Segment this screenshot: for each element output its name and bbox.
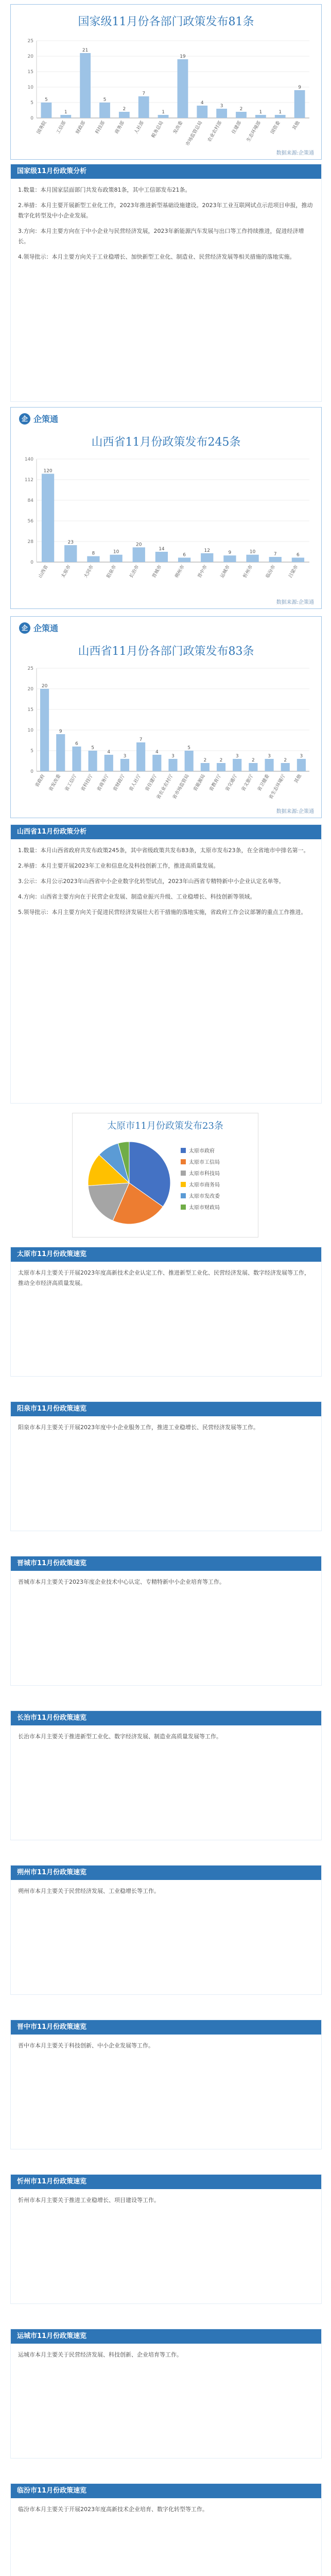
section-city <box>10 1865 322 1995</box>
data-label: 5 <box>187 745 191 751</box>
section-header: 国家级11月份政策分析 <box>11 164 321 179</box>
legend-swatch <box>181 1148 186 1153</box>
data-label: 3 <box>123 754 127 759</box>
y-tick-label: 20 <box>27 687 33 692</box>
y-tick-label: 20 <box>27 54 33 59</box>
bar <box>178 59 188 118</box>
section-header: 临汾市11月份政策速览 <box>11 2484 321 2498</box>
legend-label: 太原市政府 <box>189 1148 215 1154</box>
data-label: 10 <box>113 549 119 555</box>
chart-source: 数据来源:企策通 <box>276 600 314 605</box>
x-tick-label: 工信部 <box>56 120 67 135</box>
y-tick-label: 0 <box>30 116 33 121</box>
x-tick-label: 省市场监管局 <box>172 773 190 801</box>
x-tick-label: 晋中市 <box>197 564 208 579</box>
x-tick-label: 发改委 <box>172 120 184 135</box>
chart-card-national <box>10 4 322 160</box>
bar <box>269 557 282 562</box>
bar <box>233 759 241 771</box>
x-tick-label: 阳泉市 <box>106 564 118 579</box>
x-tick-label: 其他 <box>292 120 301 131</box>
bar <box>297 759 306 771</box>
y-tick-label: 140 <box>24 457 33 462</box>
section-city <box>10 1556 322 1686</box>
data-label: 4 <box>107 750 111 755</box>
legend-swatch <box>181 1171 186 1176</box>
bar <box>110 555 122 562</box>
data-label: 12 <box>204 548 210 553</box>
section-body <box>11 1262 321 1300</box>
paragraph: 朔州市本月主要关于民营经济发展、工业稳增长等工作。 <box>18 1888 160 1894</box>
x-tick-label: 省工信厅 <box>64 773 78 792</box>
y-tick-label: 25 <box>27 666 33 671</box>
section-body <box>11 2498 321 2526</box>
x-tick-label: 省政府 <box>34 773 46 788</box>
data-label: 14 <box>159 547 165 552</box>
legend-swatch <box>181 1182 186 1187</box>
brand-logo-icon: 企 <box>19 413 30 425</box>
x-tick-label: 国务院 <box>36 120 48 135</box>
y-tick-label: 5 <box>30 100 33 106</box>
bar <box>281 763 290 771</box>
paragraph: 晋城市本月主要关于2023年度企业技术中心认定、专精特新中小企业培育等工作。 <box>18 1579 225 1585</box>
bar <box>99 103 110 118</box>
data-label: 1 <box>64 110 67 115</box>
data-label: 20 <box>41 684 48 689</box>
data-label: 7 <box>142 91 146 96</box>
x-tick-label: 生态环境部 <box>246 120 262 143</box>
x-tick-label: 省商务厅 <box>96 773 110 792</box>
section-national-analysis <box>10 164 322 402</box>
data-label: 8 <box>92 551 95 556</box>
section-body <box>11 2035 321 2062</box>
bar <box>197 106 207 118</box>
x-tick-label: 市场监管总局 <box>185 120 204 147</box>
bar <box>42 474 54 562</box>
x-tick-label: 科技部 <box>94 120 107 135</box>
bar <box>217 763 225 771</box>
data-label: 3 <box>268 754 271 759</box>
data-label: 3 <box>300 754 303 759</box>
section-city <box>10 2329 322 2459</box>
legend-swatch <box>181 1205 186 1210</box>
bar <box>292 557 304 562</box>
bar-chart-shanxi <box>11 408 321 608</box>
section-city <box>10 2483 322 2576</box>
section-body <box>11 2344 321 2371</box>
x-tick-label: 省文旅厅 <box>240 773 255 792</box>
chart-title: 国家级11月份各部门政策发布81条 <box>78 15 254 28</box>
bar <box>201 763 210 771</box>
bar <box>185 751 194 771</box>
section-city <box>10 2020 322 2149</box>
x-tick-label: 运城市 <box>219 564 232 579</box>
paragraph: 忻州市本月主要关于推进工业稳增长、项目建设等工作。 <box>18 2197 160 2204</box>
x-tick-label: 省财政厅 <box>112 773 127 792</box>
data-label: 9 <box>59 729 62 734</box>
x-tick-label: 忻州市 <box>242 564 254 579</box>
data-label: 5 <box>91 745 94 751</box>
legend-label: 太原市财政局 <box>189 1205 220 1211</box>
brand-logo-icon: 企 <box>19 622 30 634</box>
bar <box>246 555 258 562</box>
bar <box>64 545 77 562</box>
data-label: 10 <box>249 549 256 555</box>
x-tick-label: 省生态环境厅 <box>268 773 287 801</box>
section-body <box>11 1880 321 1908</box>
y-tick-label: 28 <box>27 539 33 545</box>
paragraph: 2.举措：本月主要开展新型工业化工作，2023年推进新型基础设施建设。2023年工业互联网试点示范项目申报，推动数字化转型及中小企业发展。 <box>18 202 313 219</box>
x-tick-label: 太原市 <box>60 564 72 579</box>
data-label: 19 <box>180 54 186 59</box>
x-tick-label: 人社部 <box>133 120 145 135</box>
section-header: 晋中市11月份政策速览 <box>11 2020 321 2035</box>
bar <box>178 557 190 562</box>
data-label: 5 <box>103 97 107 103</box>
chart-card-shanxi-province <box>10 407 322 609</box>
paragraph: 2.举措：本月主要开展2023年工业和信息化及科技创新工作，推进高质量发展。 <box>18 862 219 869</box>
data-label: 4 <box>155 750 159 755</box>
data-label: 2 <box>239 107 243 112</box>
chart-title: 太原市11月份政策发布23条 <box>107 1121 223 1131</box>
data-label: 3 <box>220 104 223 109</box>
section-city <box>10 1710 322 1840</box>
bar <box>56 734 65 771</box>
section-header: 太原市11月份政策速览 <box>11 1247 321 1262</box>
legend-label: 太原市发改委 <box>189 1194 220 1199</box>
x-tick-label: 省农业农村厅 <box>155 773 175 801</box>
bar <box>275 115 286 118</box>
paragraph: 3.公示：本月公示2023年山西省中小企业数字化转型试点，2023年山西省专精特新中小企业认定名单等。 <box>18 878 285 885</box>
section-body <box>11 179 321 274</box>
paragraph: 1.数量：本月国家层面部门共发布政策81条，其中工信部发布21条。 <box>18 187 191 193</box>
section-city <box>10 1247 322 1377</box>
x-tick-label: 省发改委 <box>48 773 62 792</box>
x-tick-label: 住建部 <box>231 120 243 135</box>
data-label: 23 <box>67 540 74 546</box>
chart-card-shanxi-departments <box>10 616 322 818</box>
y-tick-label: 10 <box>27 728 33 733</box>
section-city <box>10 2174 322 2304</box>
x-tick-label: 长治市 <box>129 564 141 579</box>
chart-title: 山西省11月份各部门政策发布83条 <box>78 645 254 658</box>
section-body <box>11 839 321 929</box>
brand-name: 企策通 <box>33 414 59 424</box>
paragraph: 运城市本月主要关于民营经济发展、科技创新、企业培育等工作。 <box>18 2351 182 2358</box>
x-tick-label: 省能源局 <box>193 773 206 792</box>
bar <box>133 547 145 562</box>
x-tick-label: 晋城市 <box>151 564 163 579</box>
data-label: 3 <box>171 754 175 759</box>
section-header: 长治市11月份政策速览 <box>11 1711 321 1725</box>
bar-chart-national <box>11 5 321 159</box>
bar <box>152 755 161 771</box>
data-label: 1 <box>162 110 165 115</box>
y-tick-label: 112 <box>24 478 33 483</box>
data-label: 5 <box>45 97 48 103</box>
section-body <box>11 1416 321 1444</box>
x-tick-label: 税务总局 <box>151 120 165 139</box>
section-header: 山西省11月份政策分析 <box>11 825 321 839</box>
section-body <box>11 2189 321 2217</box>
data-label: 2 <box>252 758 255 763</box>
x-tick-label: 其他 <box>293 773 303 785</box>
x-tick-label: 临汾市 <box>265 564 277 579</box>
data-label: 7 <box>139 737 143 742</box>
bar-chart-departments <box>11 617 321 818</box>
x-tick-label: 省教育厅 <box>208 773 223 792</box>
pie-chart-taiyuan <box>73 1113 258 1237</box>
data-label: 21 <box>82 48 89 53</box>
section-shanxi-analysis <box>10 824 322 1104</box>
section-body <box>11 1725 321 1753</box>
bar <box>249 763 257 771</box>
x-tick-label: 朔州市 <box>174 564 186 579</box>
chart-title: 山西省11月份政策发布245条 <box>91 436 241 449</box>
data-label: 7 <box>273 552 277 557</box>
data-label: 4 <box>200 100 204 106</box>
section-header: 运城市11月份政策速览 <box>11 2329 321 2344</box>
bar <box>120 759 129 771</box>
x-tick-label: 省卫健委 <box>256 773 271 792</box>
data-label: 1 <box>278 110 282 115</box>
section-header: 晋城市11月份政策速览 <box>11 1556 321 1571</box>
paragraph: 阳泉市本月主要关于开展2023年度中小企业服务工作，推进工业稳增长、民营经济发展等工作。 <box>18 1424 259 1431</box>
bar <box>136 742 145 771</box>
y-tick-label: 15 <box>27 707 33 713</box>
legend-swatch <box>181 1159 186 1164</box>
bar <box>223 555 236 562</box>
section-body <box>11 1571 321 1599</box>
bar <box>89 751 97 771</box>
data-label: 2 <box>284 758 287 763</box>
paragraph: 4.领导批示：本月主要方向关于工业稳增长、加快新型工业化、制造业、民营经济发展等相关措施的落地实施。 <box>18 253 295 260</box>
x-tick-label: 省人社厅 <box>128 773 143 792</box>
x-tick-label: 农业农村部 <box>207 120 223 143</box>
bar <box>41 103 52 118</box>
paragraph: 长治市本月主要关于推进新型工业化、数字经济发展、制造业高质量发展等工作。 <box>18 1733 222 1740</box>
x-tick-label: 省科技厅 <box>80 773 94 792</box>
bar <box>80 53 91 118</box>
y-tick-label: 25 <box>27 39 33 44</box>
data-label: 120 <box>43 468 53 474</box>
paragraph: 4.方向：山西省主要方向在于民营企业发展、制造业振兴升级、工业稳增长、科技创新等领域。 <box>18 893 256 900</box>
bar <box>236 112 247 118</box>
bar <box>138 96 149 118</box>
chart-source: 数据来源:企策通 <box>276 809 314 815</box>
bar <box>40 689 49 771</box>
bar <box>155 552 168 562</box>
y-tick-label: 15 <box>27 70 33 75</box>
bar <box>216 109 227 118</box>
data-label: 3 <box>235 754 239 759</box>
paragraph: 3.方向：本月主要方向在于中小企业与民营经济发展，2023年新能源汽车发展与出口等工作持续推进，促进经济增长。 <box>18 228 304 245</box>
chart-card-taiyuan <box>72 1113 258 1238</box>
x-tick-label: 省住建厅 <box>144 773 159 792</box>
x-tick-label: 财政部 <box>75 120 87 135</box>
bar <box>72 747 81 771</box>
data-label: 6 <box>75 741 78 747</box>
data-label: 1 <box>259 110 263 115</box>
y-tick-label: 0 <box>30 769 33 774</box>
y-tick-label: 84 <box>27 498 33 503</box>
y-tick-label: 0 <box>30 560 33 565</box>
data-label: 9 <box>298 85 301 90</box>
bar <box>119 112 130 118</box>
bar <box>158 115 169 118</box>
bar <box>294 90 305 118</box>
bar <box>265 759 273 771</box>
paragraph: 5.领导批示：本月主要方向关于促进民营经济发展壮大若干措施的落地实施，省政府工作会议部署的重点工作推进。 <box>18 909 307 916</box>
data-label: 2 <box>123 107 126 112</box>
bar <box>104 755 113 771</box>
legend-label: 太原市工信局 <box>189 1160 220 1165</box>
x-tick-label: 商务部 <box>114 120 126 135</box>
brand-name: 企策通 <box>33 623 59 633</box>
data-label: 2 <box>203 758 207 763</box>
x-tick-label: 省交通厅 <box>224 773 239 792</box>
paragraph: 临汾市本月主要关于开展2023年度高新技术企业培育、数字化转型等工作。 <box>18 2506 208 2513</box>
y-tick-label: 5 <box>30 749 33 754</box>
bar <box>60 115 71 118</box>
bar <box>168 759 177 771</box>
paragraph: 晋中市本月主要关于科技创新、中小企业发展等工作。 <box>18 2042 154 2049</box>
y-tick-label: 56 <box>27 519 33 524</box>
x-tick-label: 吕梁市 <box>288 564 300 579</box>
data-label: 9 <box>228 550 232 556</box>
legend-label: 太原市科技局 <box>189 1171 220 1177</box>
data-label: 2 <box>219 758 223 763</box>
data-label: 20 <box>136 542 142 548</box>
section-header: 朔州市11月份政策速览 <box>11 1866 321 1880</box>
paragraph: 太原市本月主要关于开展2023年度高新技术企业认定工作、推进新型工业化、民营经济发展、数字经济发展等工作，推动全市经济高质量发展。 <box>18 1269 310 1286</box>
bar <box>255 115 266 118</box>
y-tick-label: 10 <box>27 85 33 90</box>
paragraph: 1.数量：本月山西省政府共发布政策245条，其中省级政策共发布83条，太原市发布23条，在全省地市中排名第一。 <box>18 847 309 854</box>
bar <box>201 553 213 562</box>
x-tick-label: 大同市 <box>83 564 95 579</box>
bar <box>87 556 99 562</box>
x-tick-label: 国资委 <box>270 120 282 135</box>
legend-swatch <box>181 1193 186 1198</box>
section-header: 阳泉市11月份政策速览 <box>11 1402 321 1416</box>
data-label: 6 <box>183 552 186 558</box>
legend-label: 太原市商务局 <box>189 1182 220 1188</box>
chart-source: 数据来源:企策通 <box>276 150 314 156</box>
section-city <box>10 1401 322 1531</box>
data-label: 6 <box>297 552 300 558</box>
x-tick-label: 山西省 <box>38 564 49 579</box>
section-header: 忻州市11月份政策速览 <box>11 2175 321 2189</box>
